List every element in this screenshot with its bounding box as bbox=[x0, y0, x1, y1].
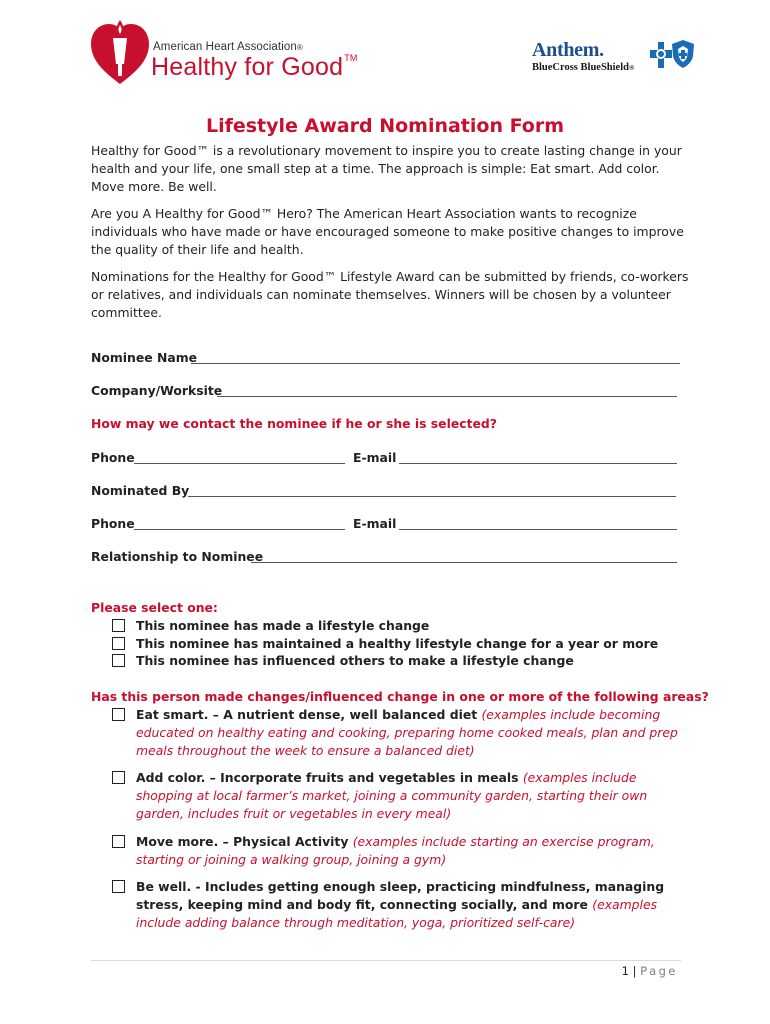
nominator-email-label: E-mail bbox=[353, 516, 397, 531]
nominee-phone-label: Phone bbox=[91, 450, 135, 465]
select-one-heading: Please select one: bbox=[91, 600, 218, 615]
page-number: 1 bbox=[621, 964, 629, 978]
company-field[interactable] bbox=[217, 396, 677, 397]
contact-question: How may we contact the nominee if he or she is selected? bbox=[91, 416, 497, 431]
checkbox[interactable] bbox=[112, 619, 125, 632]
relationship-field[interactable] bbox=[251, 562, 677, 563]
nominee-name-label: Nominee Name bbox=[91, 350, 198, 365]
checkbox[interactable] bbox=[112, 708, 125, 721]
footer-divider bbox=[91, 960, 681, 961]
select-option: This nominee has made a lifestyle change bbox=[136, 618, 430, 633]
nominator-email-field[interactable] bbox=[399, 529, 677, 530]
form-title: Lifestyle Award Nomination Form bbox=[205, 115, 565, 137]
anthem-subtitle: BlueCross BlueShield® bbox=[532, 62, 635, 73]
checkbox[interactable] bbox=[112, 880, 125, 893]
nominee-name-field[interactable] bbox=[191, 363, 680, 364]
page-word: Page bbox=[640, 964, 678, 978]
area-item-move-more: Move more. – Physical Activity (examples include starting an exercise program, starting or joining a walking group, joining a gym) bbox=[136, 834, 655, 867]
company-label: Company/Worksite bbox=[91, 383, 223, 398]
nominee-email-field[interactable] bbox=[399, 463, 677, 464]
aha-program-name: Healthy for Good™ bbox=[151, 53, 358, 81]
relationship-label: Relationship to Nominee bbox=[91, 549, 264, 564]
select-option: This nominee has maintained a healthy lifestyle change for a year or more bbox=[136, 636, 659, 651]
select-option: This nominee has influenced others to make a lifestyle change bbox=[136, 653, 574, 668]
aha-org-name: American Heart Association® bbox=[153, 41, 303, 53]
nominated-by-label: Nominated By bbox=[91, 483, 190, 498]
intro-paragraph: Healthy for Good™ is a revolutionary movement to inspire you to create lasting change in your health and your life, one small step at a time. The approach is simple: Eat smart. Add color. Move more. Be well. bbox=[91, 143, 682, 194]
intro-paragraph: Nominations for the Healthy for Good™ Lifestyle Award can be submitted by friends, co-workers or relatives, and individuals can nominate themselves. Winners will be chosen by a volunteer committee. bbox=[91, 269, 689, 320]
area-item-eat-smart: Eat smart. – A nutrient dense, well balanced diet (examples include becoming educated on healthy eating and cooking, preparing home cooked meals, plan and prep meals throughout the week to ensure a balanced diet) bbox=[136, 707, 678, 758]
areas-heading: Has this person made changes/influenced change in one or more of the following areas? bbox=[91, 689, 709, 704]
nominator-phone-field[interactable] bbox=[134, 529, 345, 530]
page-footer bbox=[622, 964, 678, 978]
heart-torch-logo-icon bbox=[89, 16, 151, 86]
checkbox[interactable] bbox=[112, 654, 125, 667]
nominated-by-field[interactable] bbox=[188, 496, 676, 497]
area-item-be-well: Be well. - Includes getting enough sleep, practicing mindfulness, managing stress, keeping mind and body fit, connecting socially, and more (examples include adding balance through meditation, yoga, prioritized self-care) bbox=[136, 879, 665, 930]
nominee-email-label: E-mail bbox=[353, 450, 397, 465]
area-item-add-color: Add color. – Incorporate fruits and vegetables in meals (examples include shopping at local farmer’s market, joining a community garden, starting their own garden, includes fruit or vegetables in every meal) bbox=[136, 770, 648, 821]
blue-shield-icon bbox=[672, 40, 694, 68]
intro-paragraph: Are you A Healthy for Good™ Hero? The American Heart Association wants to recognize individuals who have made or have encouraged someone to make positive changes to improve the quality of their life and health. bbox=[91, 206, 684, 257]
checkbox[interactable] bbox=[112, 637, 125, 650]
blue-cross-icon bbox=[650, 42, 672, 68]
anthem-name: Anthem. bbox=[532, 39, 604, 61]
checkbox[interactable] bbox=[112, 771, 125, 784]
nominator-phone-label: Phone bbox=[91, 516, 135, 531]
anthem-logo bbox=[532, 39, 702, 79]
nominee-phone-field[interactable] bbox=[134, 463, 345, 464]
checkbox[interactable] bbox=[112, 835, 125, 848]
page-separator: | bbox=[632, 964, 637, 978]
